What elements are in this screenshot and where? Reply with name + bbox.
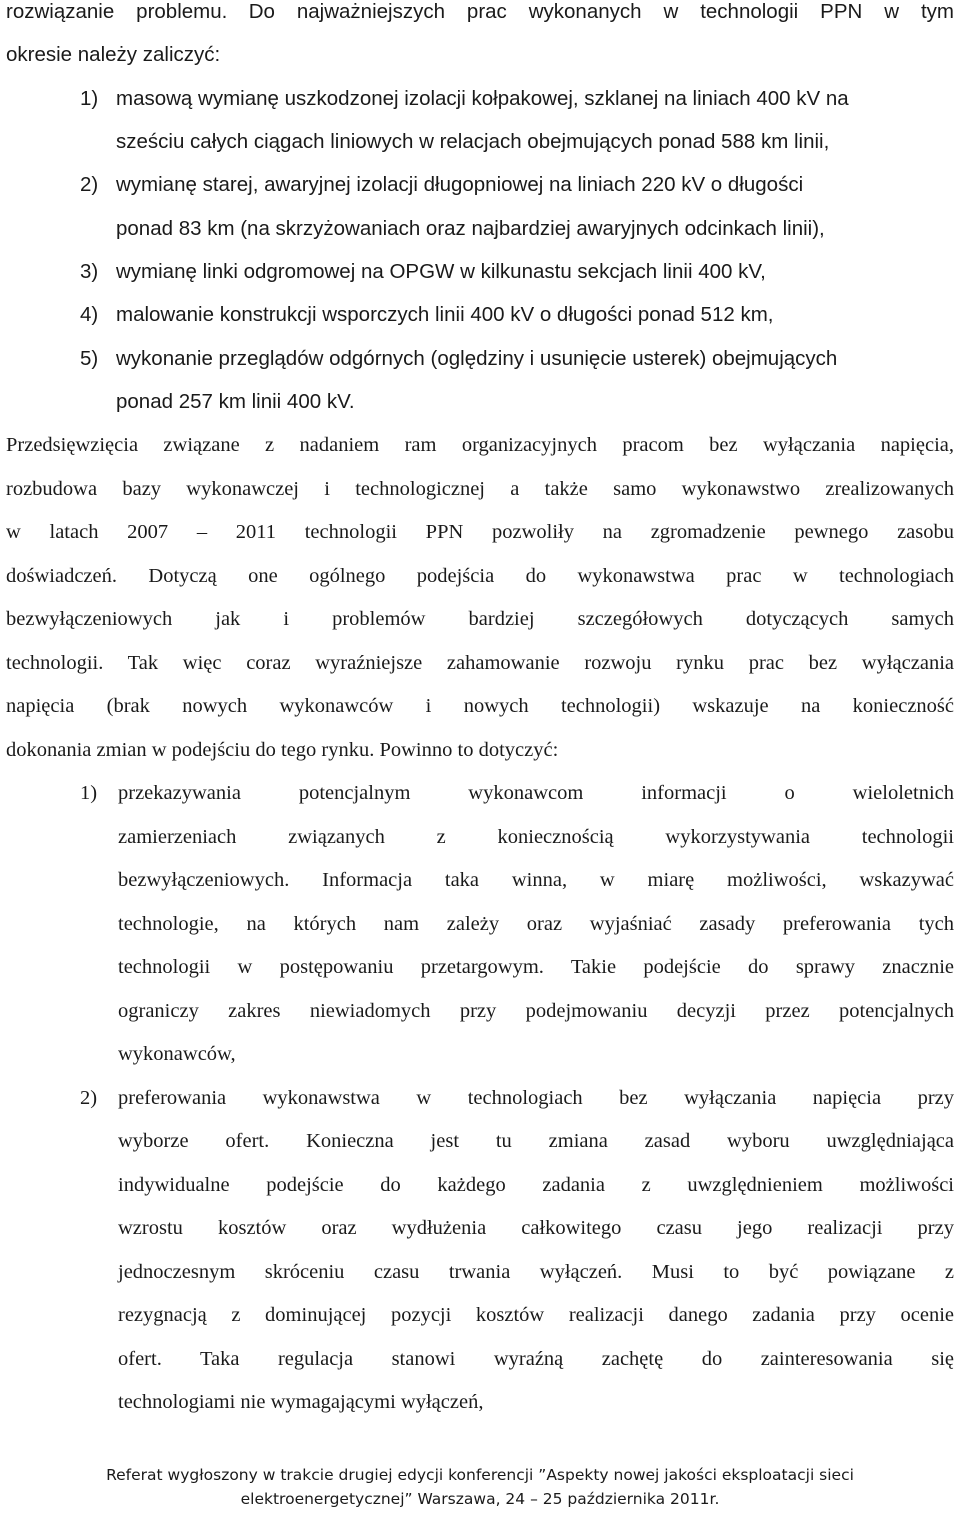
recommendation-2-line: wyborze ofert. Konieczna jest tu zmiana zasad wyboru uwzględniająca — [118, 1130, 954, 1152]
work-item-5-line-2: ponad 257 km linii 400 kV. — [116, 390, 355, 413]
paragraph-line: doświadczeń. Dotyczą one ogólnego podejścia do wykonawstwa prac w technologiach — [6, 565, 954, 587]
paragraph-line: dokonania zmian w podejściu do tego rynku. Powinno to dotyczyć: — [6, 739, 559, 761]
paragraph-line: technologii. Tak więc coraz wyraźniejsze zahamowanie rozwoju rynku prac bez wyłączania — [6, 652, 954, 674]
recommendation-1-line: technologii w postępowaniu przetargowym. Takie podejście do sprawy znacznie — [118, 956, 954, 978]
recommendation-2-line: jednoczesnym skróceniu czasu trwania wyłączeń. Musi to być powiązane z — [118, 1261, 954, 1283]
recommendation-1-line: przekazywania potencjalnym wykonawcom informacji o wieloletnich — [118, 782, 954, 804]
list-number: 5) — [80, 347, 99, 370]
work-item-5-line-1: wykonanie przeglądów odgórnych (oględziny i usunięcie usterek) obejmujących — [116, 347, 838, 370]
work-item-1-line-1: masową wymianę uszkodzonej izolacji kołpakowej, szklanej na liniach 400 kV na — [116, 87, 849, 110]
list-number: 2) — [80, 173, 99, 196]
recommendation-1-line: technologie, na których nam zależy oraz wyjaśniać zasady preferowania tych — [118, 913, 954, 935]
paragraph-line: w latach 2007 – 2011 technologii PPN pozwoliły na zgromadzenie pewnego zasobu — [6, 521, 954, 543]
recommendation-1-line: ograniczy zakres niewiadomych przy podejmowaniu decyzji przez potencjalnych — [118, 1000, 954, 1022]
recommendation-1-line: bezwyłączeniowych. Informacja taka winna, w miarę możliwości, wskazywać — [118, 869, 954, 891]
list-number: 1) — [80, 782, 98, 804]
footer-line-2: elektroenergetycznej” Warszawa, 24 – 25 października 2011r. — [240, 1490, 720, 1508]
work-item-2-line-2: ponad 83 km (na skrzyżowaniach oraz najbardziej awaryjnych odcinkach linii), — [116, 217, 825, 240]
intro-text-part-1: rozwiązanie problemu. — [6, 0, 228, 23]
paragraph-line: bezwyłączeniowych jak i problemów bardziej szczegółowych dotyczących samych — [6, 608, 954, 630]
recommendation-1-line: wykonawców, — [118, 1043, 236, 1065]
recommendation-2-line: technologiami nie wymagającymi wyłączeń, — [118, 1391, 484, 1413]
list-number: 4) — [80, 303, 99, 326]
recommendation-2-line: indywidualne podejście do każdego zadania z uwzględnieniem możliwości — [118, 1174, 954, 1196]
footer-line-1: Referat wygłoszony w trakcie drugiej edycji konferencji ”Aspekty nowej jakości eksploatacji sieci — [106, 1466, 854, 1484]
intro-text-part-2: Do najważniejszych prac wykonanych w technologii PPN w tym — [248, 0, 955, 23]
paragraph-line: napięcia (brak nowych wykonawców i nowych technologii) wskazuje na konieczność — [6, 695, 954, 717]
recommendation-2-line: rezygnacją z dominującej pozycji kosztów realizacji danego zadania przy ocenie — [118, 1304, 954, 1326]
list-number: 3) — [80, 260, 99, 283]
intro-line-1 — [6, 0, 954, 24]
paragraph-line: rozbudowa bazy wykonawczej i technologicznej a także samo wykonawstwo zrealizowanych — [6, 478, 954, 500]
work-item-3-line-1: wymianę linki odgromowej na OPGW w kilkunastu sekcjach linii 400 kV, — [116, 260, 766, 283]
list-number: 2) — [80, 1087, 98, 1109]
paragraph-line: Przedsięwzięcia związane z nadaniem ram organizacyjnych pracom bez wyłączania napięcia, — [6, 434, 954, 456]
work-item-4-line-1: malowanie konstrukcji wsporczych linii 400 kV o długości ponad 512 km, — [116, 303, 774, 326]
work-item-2-line-1: wymianę starej, awaryjnej izolacji długopniowej na liniach 220 kV o długości — [116, 173, 804, 196]
recommendation-2-line: ofert. Taka regulacja stanowi wyraźną zachętę do zainteresowania się — [118, 1348, 954, 1370]
list-number: 1) — [80, 87, 99, 110]
recommendation-2-line: preferowania wykonawstwa w technologiach bez wyłączania napięcia przy — [118, 1087, 954, 1109]
intro-line-2: okresie należy zaliczyć: — [6, 43, 221, 66]
recommendation-2-line: wzrostu kosztów oraz wydłużenia całkowitego czasu jego realizacji przy — [118, 1217, 954, 1239]
recommendation-1-line: zamierzeniach związanych z koniecznością wykorzystywania technologii — [118, 826, 954, 848]
work-item-1-line-2: sześciu całych ciągach liniowych w relacjach obejmujących ponad 588 km linii, — [116, 130, 830, 153]
